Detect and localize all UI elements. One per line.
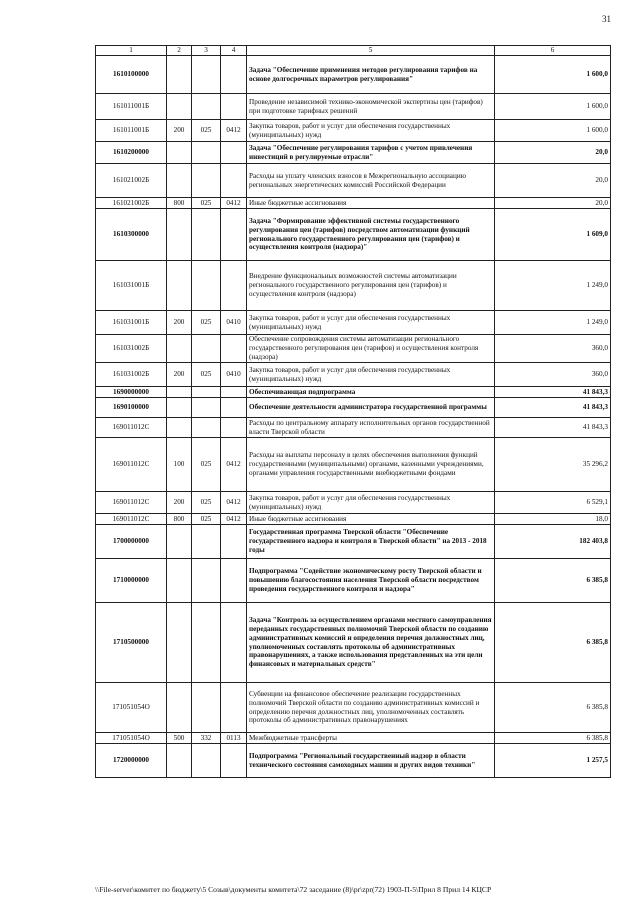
table-row xyxy=(96,120,611,142)
column-3-cell xyxy=(192,559,221,603)
amount-cell: 20,0 xyxy=(495,198,611,209)
name-cell: Иные бюджетные ассигнования xyxy=(247,514,495,525)
table-row xyxy=(96,418,611,438)
amount-cell: 1 609,0 xyxy=(495,209,611,261)
column-3-cell xyxy=(192,261,221,311)
column-2-cell xyxy=(167,525,192,559)
code-cell: 161011001Б xyxy=(96,120,167,142)
amount-cell: 18,0 xyxy=(495,514,611,525)
table-row xyxy=(96,198,611,209)
name-cell: Проведение независимой технико-экономической экспертизы цен (тарифов) при подготовке тарифных решений xyxy=(247,94,495,120)
amount-cell: 6 385,8 xyxy=(495,603,611,683)
column-3-cell xyxy=(192,142,221,164)
column-4-cell xyxy=(221,603,247,683)
table-row xyxy=(96,398,611,418)
amount-cell: 6 385,8 xyxy=(495,683,611,733)
name-cell: Задача "Обеспечение применения методов регулирования тарифов на основе долгосрочных параметров регулирования" xyxy=(247,56,495,94)
code-cell: 169011012С xyxy=(96,418,167,438)
column-2-cell: 200 xyxy=(167,492,192,514)
column-3-cell xyxy=(192,418,221,438)
column-3-cell: 025 xyxy=(192,198,221,209)
table-body xyxy=(96,56,611,778)
column-4-cell: 0410 xyxy=(221,363,247,387)
code-cell: 1610200000 xyxy=(96,142,167,164)
amount-cell: 182 403,8 xyxy=(495,525,611,559)
name-cell: Обеспечивающая подпрограмма xyxy=(247,387,495,398)
table-row xyxy=(96,363,611,387)
name-cell: Обеспечение деятельности администратора государственной программы xyxy=(247,398,495,418)
table-row xyxy=(96,559,611,603)
name-cell: Подпрограмма "Содействие экономическому росту Тверской области и повышению благосостояния населения Тверской области посредством проведения государственного контроля и надзора" xyxy=(247,559,495,603)
column-4-cell: 0412 xyxy=(221,514,247,525)
table-row xyxy=(96,683,611,733)
name-cell: Обеспечение сопровождения системы автоматизации регионального государственного регулирования цен (тарифов) и осуществления контроля (надзора) xyxy=(247,335,495,363)
column-3-cell: 025 xyxy=(192,120,221,142)
code-cell: 1720000000 xyxy=(96,744,167,778)
amount-cell: 1 600,0 xyxy=(495,56,611,94)
code-cell: 1710000000 xyxy=(96,559,167,603)
amount-cell: 20,0 xyxy=(495,142,611,164)
code-cell: 169011012С xyxy=(96,492,167,514)
column-3-cell: 025 xyxy=(192,438,221,492)
code-cell: 1710500000 xyxy=(96,603,167,683)
code-cell: 161011001Б xyxy=(96,94,167,120)
code-cell: 1700000000 xyxy=(96,525,167,559)
header-col-2: 2 xyxy=(167,46,192,56)
table-row xyxy=(96,209,611,261)
column-3-cell: 025 xyxy=(192,363,221,387)
table-row xyxy=(96,335,611,363)
column-3-cell xyxy=(192,603,221,683)
name-cell: Подпрограмма "Региональный государственный надзор в области технического состояния самоходных машин и других видов техники" xyxy=(247,744,495,778)
amount-cell: 41 843,3 xyxy=(495,418,611,438)
column-2-cell xyxy=(167,56,192,94)
amount-cell: 1 249,0 xyxy=(495,261,611,311)
name-cell: Расходы по центральному аппарату исполнительных органов государственной власти Тверской области xyxy=(247,418,495,438)
name-cell: Задача "Контроль за осуществлением органами местного самоуправления переданных государственных полномочий Тверской области по созданию административных комиссий и определения перечня должностных лиц, уполномоченных составлять протоколы об административных правонарушениях, а также использования представленных на эти цели финансовых и материальных средств" xyxy=(247,603,495,683)
code-cell: 1690000000 xyxy=(96,387,167,398)
column-4-cell xyxy=(221,559,247,603)
code-cell: 161021002Б xyxy=(96,164,167,198)
table-header-row xyxy=(96,46,611,56)
name-cell: Закупка товаров, работ и услуг для обеспечения государственных (муниципальных) нужд xyxy=(247,492,495,514)
column-4-cell xyxy=(221,418,247,438)
table-row xyxy=(96,142,611,164)
code-cell: 161031001Б xyxy=(96,311,167,335)
header-col-6: 6 xyxy=(495,46,611,56)
column-4-cell xyxy=(221,261,247,311)
table-row xyxy=(96,492,611,514)
column-4-cell: 0412 xyxy=(221,438,247,492)
column-2-cell xyxy=(167,418,192,438)
header-col-5: 5 xyxy=(247,46,495,56)
column-2-cell xyxy=(167,335,192,363)
column-2-cell: 200 xyxy=(167,120,192,142)
column-4-cell xyxy=(221,335,247,363)
header-col-1: 1 xyxy=(96,46,167,56)
column-2-cell: 800 xyxy=(167,514,192,525)
name-cell: Субвенции на финансовое обеспечение реализации государственных полномочий Тверской области по созданию административных комиссий и определению перечня должностных лиц, уполномоченных составлять протоколы об административных правонарушениях xyxy=(247,683,495,733)
code-cell: 171051054О xyxy=(96,733,167,744)
table-row xyxy=(96,525,611,559)
column-2-cell xyxy=(167,744,192,778)
name-cell: Задача "Формирование эффективной системы государственного регулирования цен (тарифов) посредством автоматизации функций регионального государственного регулирования цен (тарифов) и осуществления контроля (надзора)" xyxy=(247,209,495,261)
code-cell: 169011012С xyxy=(96,438,167,492)
amount-cell: 1 600,0 xyxy=(495,94,611,120)
name-cell: Государственная программа Тверской области "Обеспечение государственного надзора и контроля в Тверской области" на 2013 - 2018 годы xyxy=(247,525,495,559)
amount-cell: 6 385,8 xyxy=(495,733,611,744)
column-4-cell xyxy=(221,209,247,261)
column-4-cell xyxy=(221,683,247,733)
column-3-cell xyxy=(192,209,221,261)
code-cell: 1690100000 xyxy=(96,398,167,418)
code-cell: 1610300000 xyxy=(96,209,167,261)
column-3-cell: 025 xyxy=(192,514,221,525)
column-3-cell xyxy=(192,525,221,559)
column-3-cell xyxy=(192,94,221,120)
name-cell: Расходы на уплату членских взносов в Межрегиональную ассоциацию региональных энергетических комиссий Российской Федерации xyxy=(247,164,495,198)
code-cell: 161031002Б xyxy=(96,363,167,387)
name-cell: Иные бюджетные ассигнования xyxy=(247,198,495,209)
name-cell: Межбюджетные трансферты xyxy=(247,733,495,744)
column-2-cell xyxy=(167,683,192,733)
amount-cell: 41 843,3 xyxy=(495,387,611,398)
column-4-cell xyxy=(221,387,247,398)
column-2-cell xyxy=(167,559,192,603)
column-2-cell: 800 xyxy=(167,198,192,209)
name-cell: Закупка товаров, работ и услуг для обеспечения государственных (муниципальных) нужд xyxy=(247,120,495,142)
column-4-cell xyxy=(221,142,247,164)
amount-cell: 6 529,1 xyxy=(495,492,611,514)
column-3-cell: 025 xyxy=(192,311,221,335)
column-2-cell xyxy=(167,387,192,398)
name-cell: Внедрение функциональных возможностей системы автоматизации регионального государственного регулирования цен (тарифов) и осуществления контроля (надзора) xyxy=(247,261,495,311)
footer-file-path: \\File-server\комитет по бюджету\5 Созыв\документы комитета\72 заседание (8)\pr\zpr(72) 1903-П-5\Прил 8 Прил 14 КЦСР xyxy=(95,885,492,894)
table-row xyxy=(96,514,611,525)
amount-cell: 1 249,0 xyxy=(495,311,611,335)
amount-cell: 360,0 xyxy=(495,335,611,363)
column-3-cell xyxy=(192,387,221,398)
table-row xyxy=(96,733,611,744)
name-cell: Задача "Обеспечение регулирования тарифов с учетом привлечения инвестиций в регулируемые отрасли" xyxy=(247,142,495,164)
code-cell: 161031001Б xyxy=(96,261,167,311)
column-2-cell xyxy=(167,209,192,261)
budget-table xyxy=(95,45,611,778)
amount-cell: 1 600,0 xyxy=(495,120,611,142)
amount-cell: 20,0 xyxy=(495,164,611,198)
table-row xyxy=(96,261,611,311)
table-row xyxy=(96,164,611,198)
column-4-cell xyxy=(221,56,247,94)
column-2-cell xyxy=(167,142,192,164)
column-2-cell xyxy=(167,261,192,311)
page-number: 31 xyxy=(602,14,611,24)
code-cell: 1610100000 xyxy=(96,56,167,94)
code-cell: 169011012С xyxy=(96,514,167,525)
column-4-cell: 0412 xyxy=(221,492,247,514)
table-row xyxy=(96,387,611,398)
column-3-cell xyxy=(192,744,221,778)
column-4-cell: 0410 xyxy=(221,311,247,335)
column-4-cell: 0412 xyxy=(221,120,247,142)
column-4-cell xyxy=(221,94,247,120)
table-row xyxy=(96,94,611,120)
column-2-cell: 100 xyxy=(167,438,192,492)
name-cell: Закупка товаров, работ и услуг для обеспечения государственных (муниципальных) нужд xyxy=(247,311,495,335)
column-2-cell xyxy=(167,94,192,120)
amount-cell: 35 296,2 xyxy=(495,438,611,492)
column-2-cell: 200 xyxy=(167,311,192,335)
header-col-3: 3 xyxy=(192,46,221,56)
column-3-cell: 332 xyxy=(192,733,221,744)
column-3-cell xyxy=(192,56,221,94)
column-2-cell xyxy=(167,603,192,683)
column-2-cell: 200 xyxy=(167,363,192,387)
column-2-cell xyxy=(167,164,192,198)
column-3-cell: 025 xyxy=(192,492,221,514)
column-4-cell: 0113 xyxy=(221,733,247,744)
column-4-cell: 0412 xyxy=(221,198,247,209)
column-3-cell xyxy=(192,335,221,363)
amount-cell: 6 385,8 xyxy=(495,559,611,603)
table-row xyxy=(96,603,611,683)
column-2-cell: 500 xyxy=(167,733,192,744)
column-3-cell xyxy=(192,164,221,198)
amount-cell: 360,0 xyxy=(495,363,611,387)
table-row xyxy=(96,744,611,778)
column-3-cell xyxy=(192,683,221,733)
table-row xyxy=(96,438,611,492)
amount-cell: 41 843,3 xyxy=(495,398,611,418)
code-cell: 161031002Б xyxy=(96,335,167,363)
amount-cell: 1 257,5 xyxy=(495,744,611,778)
column-3-cell xyxy=(192,398,221,418)
column-4-cell xyxy=(221,398,247,418)
name-cell: Закупка товаров, работ и услуг для обеспечения государственных (муниципальных) нужд xyxy=(247,363,495,387)
header-col-4: 4 xyxy=(221,46,247,56)
code-cell: 171051054О xyxy=(96,683,167,733)
column-4-cell xyxy=(221,164,247,198)
code-cell: 161021002Б xyxy=(96,198,167,209)
name-cell: Расходы на выплаты персоналу в целях обеспечения выполнения функций государственными (муниципальными) органами, казенными учреждениями, органами управления государственными внебюджетными фондами xyxy=(247,438,495,492)
column-4-cell xyxy=(221,744,247,778)
column-4-cell xyxy=(221,525,247,559)
table-row xyxy=(96,56,611,94)
column-2-cell xyxy=(167,398,192,418)
table-row xyxy=(96,311,611,335)
